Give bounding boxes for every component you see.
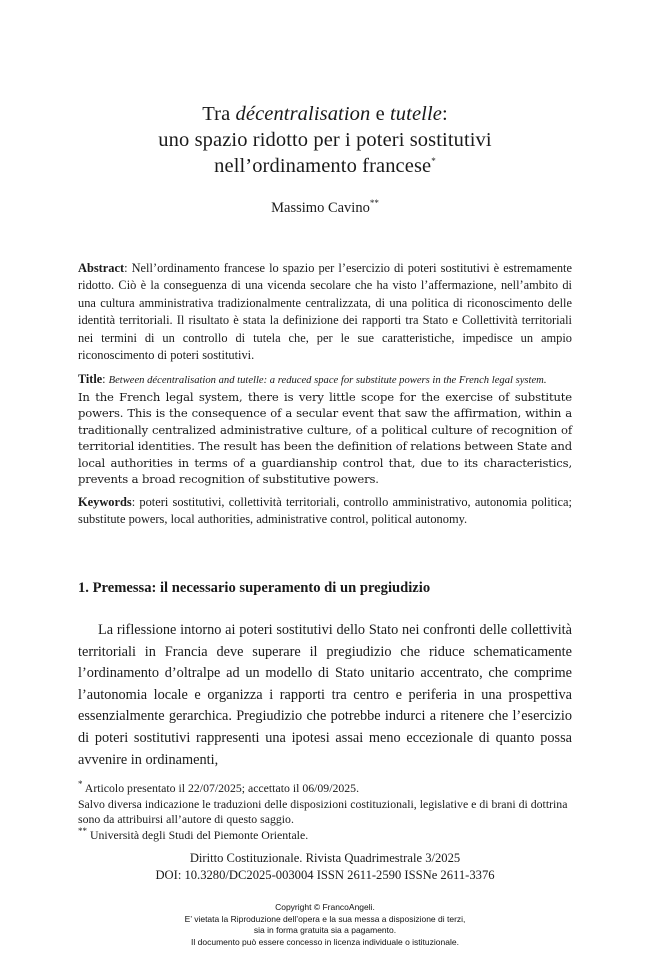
journal-doi: DOI: 10.3280/DC2025-003004 ISSN 2611-2590 ISSNe 2611-3376 — [155, 868, 495, 882]
footnotes — [78, 781, 572, 843]
body-paragraph: La riflessione intorno ai poteri sostitutivi dello Stato nei confronti delle collettività territoriali in Francia deve superare il pregiudizio che riduce schematicamente l’ordinamento d’oltralpe ad un modello di Stato unitario accentrato, che comprime l’autonomia locale e organizza i rapporti tra centro e periferia in una prospettiva essenzialmente gerarchica. Pregiudizio che potrebbe indurci a ritenere che l’esercizio di poteri sostitutivi rappresenti una ipotesi assai meno eccezionale di quanto possa avvenire in ordinamenti, — [78, 622, 572, 768]
footnote-marker: ** — [78, 825, 87, 836]
journal-name: Diritto Costituzionale. Rivista Quadrimestrale 3/2025 — [189, 851, 461, 865]
copyright-notice — [0, 902, 650, 948]
keywords — [78, 494, 572, 529]
journal-info — [78, 850, 572, 884]
footnote-1-continuation: Salvo diversa indicazione le traduzioni delle disposizioni costituzionali, legislative e di brani di dottrina sono da attribuirsi all’autore di questo saggio. — [78, 796, 568, 826]
english-title-text: Between décentralisation and tutelle: a reduced space for substitute powers in the French legal system. — [108, 375, 547, 386]
abstract-label: Abstract — [78, 261, 125, 275]
abstract-text: : Nell’ordinamento francese lo spazio per l’esercizio di poteri sostitutivi è estremamente ridotto. Ciò è la conseguenza di una vicenda secolare che ha visto l’affermazione, nell’ambito di una cultura amministrativa tradizionalmente centralizzata, di una politica di riconoscimento delle identità territoriali. Il risultato è stata la definizione dei rapporti tra Stato e Collettività territoriali nei termini di un controllo di tutela che, per le sue caratteristiche, impedisce un ampio riconoscimento di poteri sostitutivi. — [78, 261, 572, 363]
english-title-label: Title — [78, 372, 103, 386]
title-line-1 — [0, 101, 650, 127]
title-line-2: uno spazio ridotto per i poteri sostitutivi — [158, 129, 492, 151]
english-title — [78, 372, 572, 388]
footnote-marker[interactable]: * — [431, 156, 436, 167]
title-term-decentralisation: décentralisation — [235, 103, 371, 125]
english-abstract-block — [78, 372, 572, 487]
section-heading: 1. Premessa: il necessario superamento di un pregiudizio — [78, 580, 431, 596]
copyright-line-2: E’ vietata la Riproduzione dell’opera e la sua messa a disposizione di terzi, — [184, 913, 466, 924]
copyright-line-3: sia in forma gratuita sia a pagamento. — [253, 925, 397, 935]
keywords-label: Keywords — [78, 495, 132, 509]
footnote-marker[interactable]: ** — [369, 198, 379, 209]
title-term-tutelle: tutelle — [390, 103, 442, 125]
title-text: nell’ordinamento francese — [214, 155, 432, 177]
copyright-line-1: Copyright © FrancoAngeli. — [275, 902, 375, 912]
title-line-3 — [0, 153, 650, 179]
footnote-marker: * — [78, 779, 83, 790]
english-title-separator: : — [102, 372, 109, 386]
copyright-line-4: Il documento può essere concesso in licenza individuale o istituzionale. — [191, 936, 459, 947]
footnote-1 — [78, 781, 572, 797]
title-text: Tra — [202, 103, 236, 125]
footnote-text: Articolo presentato il 22/07/2025; accettato il 06/09/2025. — [82, 781, 360, 795]
footnote-2 — [78, 825, 572, 844]
author-line — [0, 200, 650, 217]
keywords-text: : poteri sostitutivi, collettività territoriali, controllo amministrativo, autonomia politica; substitute powers, local authorities, administrative control, political autonomy. — [78, 495, 572, 527]
title-text: : — [441, 103, 448, 125]
title-text: e — [370, 103, 391, 125]
footnote-text: Università degli Studi del Piemonte Orientale. — [87, 827, 309, 842]
article-title — [0, 101, 650, 179]
english-abstract-text: In the French legal system, there is very little scope for the exercise of substitute powers. This is the consequence of a secular event that saw the affirmation, within a traditionally centralized administrative culture, of a political culture of recognition of territorial identities. The result has been the definition of relations between State and local authorities in terms of a guardianship control that, due to its characteristics, prevents a broad recognition of substitutive powers. — [78, 390, 572, 487]
abstract-italian — [78, 260, 572, 364]
author-name: Massimo Cavino — [271, 200, 370, 216]
